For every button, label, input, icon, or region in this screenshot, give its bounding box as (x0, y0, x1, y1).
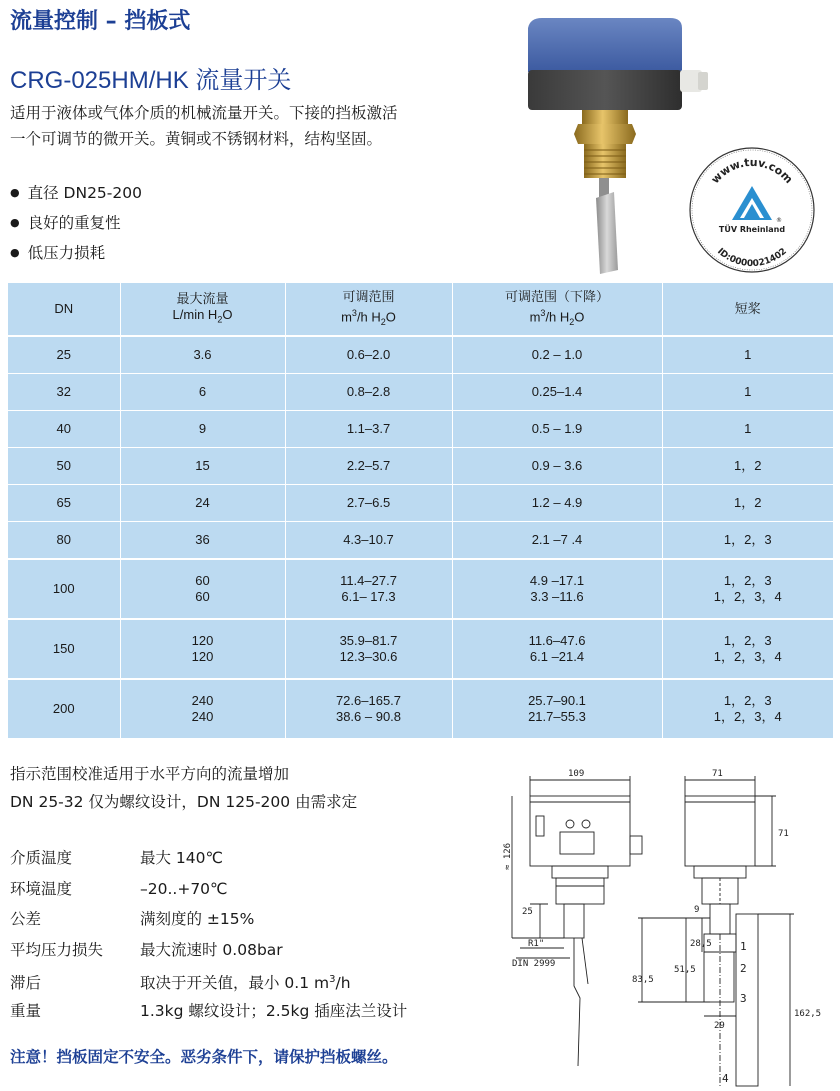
property-value: –20..+70℃ (140, 879, 228, 898)
cell-range-down: 1.2 – 4.9 (452, 485, 662, 522)
col-header-range-down: 可调范围（下降） $m^3/h$ $H_2O$ (452, 283, 662, 336)
cell-paddle: 1 (662, 336, 833, 374)
col-header-paddle: 短桨 (662, 283, 833, 336)
cell-range-down: 0.9 – 3.6 (452, 448, 662, 485)
cell-flow: 120 120 (120, 619, 285, 679)
dim-29: 29 (714, 1021, 725, 1031)
dim-109: 109 (568, 769, 585, 779)
spec-table (8, 283, 833, 738)
property-value: 最大 140℃ (140, 849, 223, 867)
cell-range: 0.8–2.8 (285, 374, 452, 411)
paddle-label-2: 2 (740, 962, 747, 975)
cell-range-down: 0.5 – 1.9 (452, 411, 662, 448)
cell-paddle: 1，2，3 1，2，3，4 (662, 559, 833, 619)
col-header-range: 可调范围 $m^3/h$ $H_2O$ (285, 283, 452, 336)
property-row (10, 904, 407, 935)
dim-71-side: 71 (778, 829, 789, 839)
dim-28-5: 28,5 (690, 939, 712, 949)
cell-paddle: 1，2 (662, 448, 833, 485)
cell-flow: 36 (120, 522, 285, 560)
property-row (10, 935, 407, 966)
cell-range: 0.6–2.0 (285, 336, 452, 374)
cell-range-down: 0.2 – 1.0 (452, 336, 662, 374)
seal-registered-mark: ® (776, 217, 782, 224)
table-row (8, 485, 833, 522)
dim-51-5: 51,5 (674, 965, 696, 975)
cell-flow: 240 240 (120, 679, 285, 738)
dim-25: 25 (522, 907, 533, 917)
cell-range: 2.2–5.7 (285, 448, 452, 485)
col-header-max-flow: 最大流量 L/min $H_2O$ (120, 283, 285, 336)
cell-range-down: 2.1 –7 .4 (452, 522, 662, 560)
cell-range: 11.4–27.7 6.1– 17.3 (285, 559, 452, 619)
cell-flow: 24 (120, 485, 285, 522)
cell-flow: 9 (120, 411, 285, 448)
feature-item: ● 直径 DN25-200 (10, 178, 142, 208)
cell-flow: 6 (120, 374, 285, 411)
cell-flow: 60 60 (120, 559, 285, 619)
cell-dn: 50 (8, 448, 120, 485)
cell-paddle: 1 (662, 374, 833, 411)
dimension-drawing (490, 766, 835, 1091)
table-row (8, 679, 833, 738)
property-list (10, 843, 407, 1026)
property-key: 介质温度 (10, 849, 73, 867)
cell-dn: 200 (8, 679, 120, 738)
paddle-label-1: 1 (740, 940, 747, 953)
seal-url-text: www.tuv.com (708, 155, 796, 187)
intro-line-1: 适用于液体或气体介质的机械流量开关。下接的挡板激活 (10, 104, 398, 122)
property-value: 满刻度的 ±15% (140, 910, 255, 928)
property-row (10, 874, 407, 905)
property-value: 1.3kg 螺纹设计；2.5kg 插座法兰设计 (140, 1001, 408, 1020)
table-row (8, 411, 833, 448)
col-header-dn: DN (8, 283, 120, 336)
table-row (8, 522, 833, 560)
cell-dn: 25 (8, 336, 120, 374)
table-header-row (8, 283, 833, 336)
property-key: 重量 (10, 1001, 42, 1020)
dim-71-top: 71 (712, 769, 723, 779)
property-row (10, 965, 407, 996)
cell-range-down: 25.7–90.1 21.7–55.3 (452, 679, 662, 738)
dim-r1: R1" (528, 939, 545, 949)
property-key: 平均压力损失 (10, 940, 104, 959)
feature-item: ● 低压力损耗 (10, 238, 142, 268)
table-row (8, 559, 833, 619)
cell-range-down: 11.6–47.6 6.1 –21.4 (452, 619, 662, 679)
intro-text (10, 100, 490, 152)
cell-paddle: 1，2 (662, 485, 833, 522)
dim-din2999: DIN 2999 (512, 959, 556, 969)
cell-dn: 32 (8, 374, 120, 411)
dim-9: 9 (694, 905, 700, 915)
cell-dn: 80 (8, 522, 120, 560)
property-value: 取决于开关值，最小 0.1 $m^3/h$ (140, 974, 351, 993)
intro-line-2: 一个可调节的微开关。黄铜或不锈钢材料，结构坚固。 (10, 130, 383, 148)
cell-range: 4.3–10.7 (285, 522, 452, 560)
cell-paddle: 1，2，3 1，2，3，4 (662, 679, 833, 738)
property-key: 滞后 (10, 974, 42, 993)
cell-range: 1.1–3.7 (285, 411, 452, 448)
page-title: 流量控制 – 挡板式 (10, 9, 191, 34)
dim-83-5: 83,5 (632, 975, 654, 985)
cell-flow: 15 (120, 448, 285, 485)
cell-range-down: 0.25–1.4 (452, 374, 662, 411)
calibration-notes (10, 760, 357, 816)
feature-item: ● 良好的重复性 (10, 208, 142, 238)
table-row (8, 619, 833, 679)
cell-paddle: 1，2，3 1，2，3，4 (662, 619, 833, 679)
tuv-certification-seal (688, 146, 816, 274)
cell-range-down: 4.9 –17.1 3.3 –11.6 (452, 559, 662, 619)
cell-dn: 150 (8, 619, 120, 679)
feature-list (10, 178, 142, 268)
note-line-1: 指示范围校准适用于水平方向的流量增加 (10, 765, 290, 783)
cell-range: 72.6–165.7 38.6 – 90.8 (285, 679, 452, 738)
property-key: 公差 (10, 910, 42, 928)
cell-paddle: 1 (662, 411, 833, 448)
cell-paddle: 1，2，3 (662, 522, 833, 560)
table-row (8, 374, 833, 411)
dim-126: ≈ 126 (503, 842, 513, 870)
warning-text: 注意！挡板固定不安全。恶劣条件下，请保护挡板螺丝。 (10, 1048, 398, 1066)
property-row (10, 843, 407, 874)
property-row (10, 996, 407, 1027)
dim-162-5: 162,5 (794, 1009, 822, 1019)
cell-dn: 65 (8, 485, 120, 522)
cell-range: 35.9–81.7 12.3–30.6 (285, 619, 452, 679)
property-key: 环境温度 (10, 879, 73, 898)
cell-dn: 100 (8, 559, 120, 619)
seal-id-text: ID:0000021402 (715, 246, 789, 270)
product-title: CRG-025HM/HK 流量开关 (10, 67, 292, 94)
property-value: 最大流速时 0.08bar (140, 940, 283, 959)
table-row (8, 448, 833, 485)
note-line-2: DN 25-32 仅为螺纹设计，DN 125-200 由需求定 (10, 793, 358, 811)
cell-flow: 3.6 (120, 336, 285, 374)
paddle-label-3: 3 (740, 992, 747, 1005)
paddle-label-4: 4 (722, 1072, 729, 1085)
seal-brand: TÜV Rheinland (718, 225, 786, 234)
cell-dn: 40 (8, 411, 120, 448)
table-row (8, 336, 833, 374)
cell-range: 2.7–6.5 (285, 485, 452, 522)
